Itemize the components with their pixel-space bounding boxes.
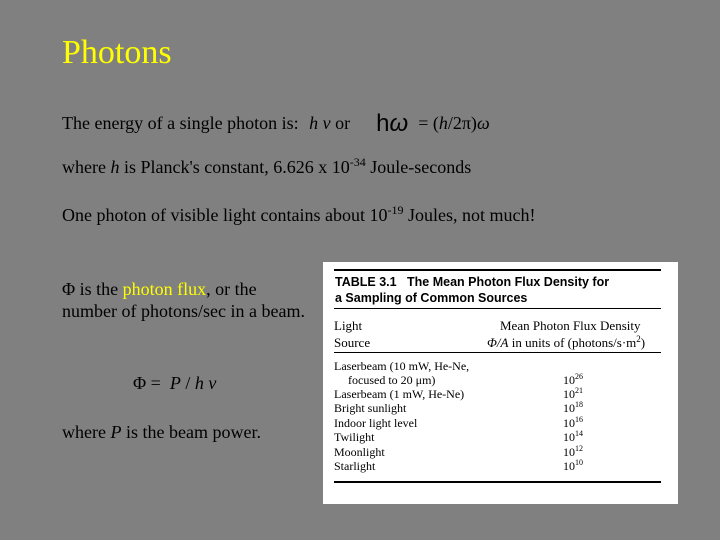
eq-P: P xyxy=(169,373,181,393)
table-caption xyxy=(335,274,670,306)
photon-flux-highlight: photon flux xyxy=(122,279,207,299)
row-source-3: Indoor light level xyxy=(334,416,418,430)
col1-header-line1: Light xyxy=(334,318,363,333)
slide-title: Photons xyxy=(62,34,172,71)
row-value-1 xyxy=(563,387,583,401)
eq-h-var: h xyxy=(194,373,204,393)
row-value-6-base: 10 xyxy=(563,459,575,473)
eq-h: h xyxy=(438,113,448,133)
row-value-4-exp: 14 xyxy=(575,429,583,438)
photon-flux-table xyxy=(323,262,678,504)
row-value-5-base: 10 xyxy=(563,445,575,459)
power-note xyxy=(62,422,261,443)
eq-omega: ω xyxy=(476,113,490,133)
col2-phi-a: Φ/A xyxy=(487,335,509,350)
row-value-2 xyxy=(563,401,583,415)
table-caption-rule xyxy=(334,308,661,309)
visible-text: One photon of visible light contains about 10 xyxy=(62,205,388,225)
hbar-h: h xyxy=(376,110,390,137)
row-value-1-exp: 21 xyxy=(575,386,583,395)
row-value-3-exp: 16 xyxy=(575,415,583,424)
row-value-6 xyxy=(563,459,583,473)
row-value-6-exp: 10 xyxy=(575,458,583,467)
visible-rest: Joules, not much! xyxy=(407,205,536,225)
planck-h: h xyxy=(110,157,120,177)
row-value-2-exp: 18 xyxy=(575,400,583,409)
col2-header-line2 xyxy=(487,334,645,351)
col2-header-line1: Mean Photon Flux Density xyxy=(500,318,641,333)
row-source-1: Laserbeam (1 mW, He-Ne) xyxy=(334,387,465,401)
table-bottom-rule xyxy=(334,481,661,483)
row-value-3-base: 10 xyxy=(563,416,575,430)
row-value-3 xyxy=(563,416,583,430)
eq-equals: = xyxy=(150,373,161,393)
row-value-0-exp: 26 xyxy=(575,372,583,381)
caption-line-1: TABLE 3.1 The Mean Photon Flux Density for xyxy=(335,275,610,289)
col2-units-exp: 2 xyxy=(636,334,641,344)
row-value-4-base: 10 xyxy=(563,430,575,444)
energy-prefix: The energy of a single photon is: xyxy=(62,113,299,133)
col1-header-line2: Source xyxy=(334,335,371,350)
row-source-2: Bright sunlight xyxy=(334,401,407,415)
hbar-symbol xyxy=(376,110,408,137)
row-value-1-base: 10 xyxy=(563,387,575,401)
flux-rest: , or the number of photons/sec in a beam. xyxy=(62,279,305,321)
table-header-rule xyxy=(334,352,661,353)
col2-units-close: ) xyxy=(640,335,646,350)
row-value-0 xyxy=(563,373,583,387)
caption-line-2: a Sampling of Common Sources xyxy=(335,291,528,305)
energy-line xyxy=(62,110,490,138)
row-source-4: Twilight xyxy=(334,430,375,444)
row-value-5 xyxy=(563,445,583,459)
power-where: where xyxy=(62,422,106,442)
nu-symbol: ν xyxy=(322,113,331,133)
row-source-6: Starlight xyxy=(334,459,376,473)
or-text: or xyxy=(335,113,351,133)
power-rest: is the beam power. xyxy=(125,422,261,442)
col2-units: in units of (photons/s·m xyxy=(511,335,637,350)
eq-phi: Φ xyxy=(133,373,147,393)
planck-text: is Planck's constant, 6.626 x 10 xyxy=(123,157,350,177)
row-value-2-base: 10 xyxy=(563,401,575,415)
flux-phi: Φ xyxy=(62,279,76,299)
eq-start: = ( xyxy=(418,113,439,133)
row-value-4 xyxy=(563,430,583,444)
table-top-rule xyxy=(334,269,661,271)
eq-rest: /2π) xyxy=(447,113,477,133)
row-value-0-base: 10 xyxy=(563,373,575,387)
row-value-5-exp: 12 xyxy=(575,444,583,453)
flux-equation xyxy=(133,373,216,394)
power-P: P xyxy=(110,422,122,442)
visible-exponent: -19 xyxy=(387,203,404,217)
h-symbol: h xyxy=(309,113,319,133)
col-header-source xyxy=(334,317,370,351)
row-source-0: Laserbeam (10 mW, He-Ne, xyxy=(334,359,470,373)
planck-where: where xyxy=(62,157,106,177)
planck-unit: Joule-seconds xyxy=(370,157,472,177)
visible-light-line xyxy=(62,205,535,226)
eq-nu: ν xyxy=(208,373,217,393)
planck-line xyxy=(62,157,471,178)
row-source-0b: focused to 20 μm) xyxy=(348,373,436,387)
planck-exponent: -34 xyxy=(349,155,366,169)
flux-is-the: is the xyxy=(79,279,119,299)
row-source-5: Moonlight xyxy=(334,445,385,459)
flux-description xyxy=(62,278,312,322)
eq-slash: / xyxy=(185,373,191,393)
hbar-omega: ω xyxy=(389,110,409,137)
